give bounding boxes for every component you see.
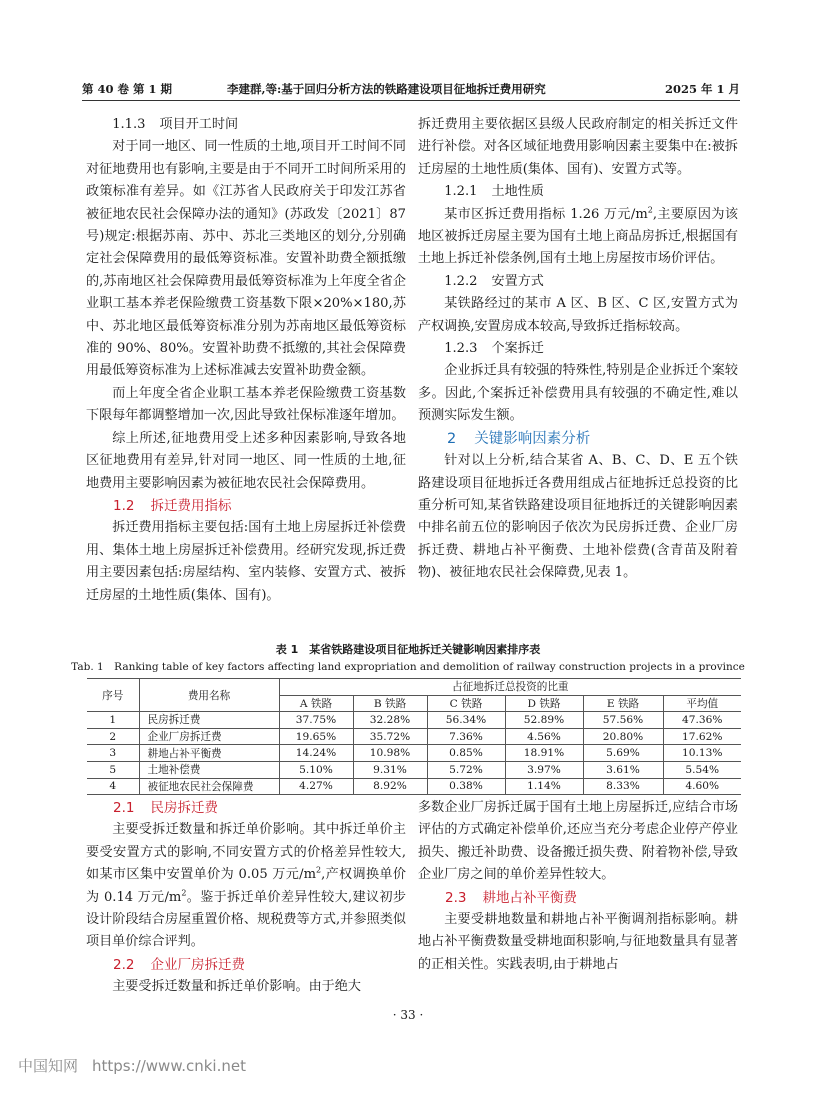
cell-value: 37.75%: [279, 712, 353, 729]
cell-no: 4: [87, 778, 139, 795]
heading-1-2-3: [418, 338, 738, 360]
cell-value: 8.33%: [583, 778, 663, 795]
watermark-url[interactable]: https://www.cnki.net: [92, 1057, 246, 1075]
cell-value: 3.97%: [505, 761, 583, 778]
right-column: [418, 114, 738, 585]
table-row: [87, 728, 741, 745]
page-number: · 33 ·: [392, 1008, 424, 1022]
paragraph: 拆迁费用主要依据区县级人民政府制定的相关拆迁文件进行补偿。对各区域征地费用影响因素主要集中在:被拆迁房屋的土地性质(集体、国有)、安置方式等。: [418, 117, 738, 177]
heading-1-2-2: [418, 271, 738, 293]
paragraph: 综上所述,征地费用受上述多种因素影响,导致各地区征地费用有差异,针对同一地区、同一性质的土地,征地费用主要影响因素为被征地农民社会保障费用。: [86, 430, 406, 491]
heading-1-2-1: [418, 181, 738, 203]
heading-title: 安置方式: [491, 273, 544, 289]
column-header-name: 费用名称: [139, 679, 279, 712]
paragraph: 而上年度全省企业职工基本养老保险缴费工资基数下限每年都调整增加一次,因此导致社保标准逐年增加。: [86, 385, 406, 424]
cnki-watermark: [18, 1055, 246, 1076]
heading-2-1: [86, 797, 406, 819]
heading-number: 2.1: [113, 800, 135, 816]
table-caption-zh: 表 1 某省铁路建设项目征地拆迁关键影响因素排序表: [275, 643, 541, 656]
heading-title: 关键影响因素分析: [474, 430, 591, 447]
heading-number: 1.2.2: [444, 273, 478, 289]
table-row: [87, 778, 741, 795]
heading-1-2: [86, 495, 406, 517]
cell-value: 3.61%: [583, 761, 663, 778]
paragraph: [86, 819, 406, 953]
table-caption-en: Tab. 1 Ranking table of key factors affecting land expropriation and demolition of railway construction projects in a province: [71, 661, 745, 673]
cell-value: 9.31%: [353, 761, 427, 778]
heading-title: 个案拆迁: [491, 341, 544, 357]
cell-value: 4.60%: [663, 778, 741, 795]
cell-name: 被征地农民社会保障费: [139, 778, 279, 795]
column-header-a: A 铁路: [279, 695, 353, 712]
cell-value: 14.24%: [279, 745, 353, 762]
cell-value: 10.98%: [353, 745, 427, 762]
cell-no: 2: [87, 728, 139, 745]
column-header-d: D 铁路: [505, 695, 583, 712]
heading-number: 2.3: [445, 889, 467, 906]
cell-value: 5.10%: [279, 761, 353, 778]
heading-1-1-3: [86, 114, 406, 136]
table-row: [87, 745, 741, 762]
cell-value: 10.13%: [663, 745, 741, 762]
table-row: [87, 712, 741, 729]
cell-value: 7.36%: [427, 728, 505, 745]
group-header: 占征地拆迁总投资的比重: [279, 679, 741, 696]
cell-name: 企业厂房拆迁费: [139, 728, 279, 745]
cell-value: 4.27%: [279, 778, 353, 795]
heading-title: 项目开工时间: [159, 117, 239, 132]
left-column: [86, 114, 406, 607]
paragraph: 主要受拆迁数量和拆迁单价影响。由于绝大: [112, 979, 361, 995]
volume-issue: 第 40 卷 第 1 期: [82, 82, 173, 96]
column-header-c: C 铁路: [427, 695, 505, 712]
cell-value: 19.65%: [279, 728, 353, 745]
text-run: ,产权调换单价为 0.14 万元/m: [86, 867, 406, 905]
cell-name: 民房拆迁费: [139, 712, 279, 729]
heading-title: 耕地占补平衡费: [482, 889, 577, 906]
table-row: [87, 761, 741, 778]
lower-right-column: [418, 797, 738, 976]
table-1: [87, 678, 741, 795]
lower-left-column: [86, 797, 406, 999]
cell-no: 3: [87, 745, 139, 762]
paragraph: 多数企业厂房拆迁属于国有土地上房屋拆迁,应结合市场评估的方式确定补偿单价,还应当充分考虑企业停产停业损失、搬迁补助费、设备搬迁损失费、附着物补偿,导致企业厂房之间的单价差异性较大。: [418, 800, 738, 883]
watermark-brand: 中国知网: [18, 1057, 79, 1075]
column-header-e: E 铁路: [583, 695, 663, 712]
paragraph: 主要受耕地数量和耕地占补平衡调剂指标影响。耕地占补平衡费数量受耕地面积影响,与征地数量具有显著的正相关性。实践表明,由于耕地占: [418, 912, 738, 972]
paragraph: 企业拆迁具有较强的特殊性,特别是企业拆迁个案较多。因此,个案拆迁补偿费用具有较强的不确定性,难以预测实际发生额。: [418, 363, 738, 424]
heading-2-3: [418, 887, 738, 909]
cell-value: 5.69%: [583, 745, 663, 762]
cell-value: 5.72%: [427, 761, 505, 778]
column-header-no: 序号: [87, 679, 139, 712]
heading-number: 1.2.3: [444, 341, 478, 357]
running-header: [82, 78, 740, 101]
superscript: 2: [181, 888, 187, 898]
cell-value: 0.38%: [427, 778, 505, 795]
cell-value: 32.28%: [353, 712, 427, 729]
cell-name: 耕地占补平衡费: [139, 745, 279, 762]
heading-2: [418, 428, 738, 450]
paragraph: 拆迁费用指标主要包括:国有土地上房屋拆迁补偿费用、集体土地上房屋拆迁补偿费用。经研究发现,拆迁费用主要因素包括:房屋结构、室内装修、安置方式、被拆迁房屋的土地性质(集体、国有)。: [86, 520, 406, 603]
running-title: 李建群,等:基于回归分析方法的铁路建设项目征地拆迁费用研究: [227, 82, 546, 96]
cell-value: 4.56%: [505, 728, 583, 745]
cell-value: 35.72%: [353, 728, 427, 745]
heading-title: 拆迁费用指标: [150, 497, 232, 514]
cell-no: 5: [87, 761, 139, 778]
cell-value: 8.92%: [353, 778, 427, 795]
cell-value: 20.80%: [583, 728, 663, 745]
paragraph: 对于同一地区、同一性质的土地,项目开工时间不同对征地费用也有影响,主要是由于不同开工时间所采用的政策标准有差异。如《江苏省人民政府关于印发江苏省被征地农民社会保障办法的通知》(苏政发〔2021〕87 号)规定:根据苏南、苏中、苏北三类地区的划分,分别确定社会保障费用的最低筹资标准。安置补助费全额抵缴的,苏南地区社会保障费用最低筹资标准为上年度全省企业职工基本养老保险缴费工资基数下限×20%×180,苏中、苏北地区最低筹资标准分别为苏南地区最低筹资标准的 90%、80%。安置补助费不抵缴的,其社会保障费用最低筹资标准为上述标准减去安置补助费金额。: [86, 139, 406, 379]
superscript: 2: [647, 205, 653, 215]
cell-value: 17.62%: [663, 728, 741, 745]
text-run: ,主要原因为该地区被拆迁房屋主要为国有土地上商品房拆迁,根据国有土地上拆迁补偿条例,国有土地上房屋按市场价评估。: [418, 206, 738, 267]
cell-value: 47.36%: [663, 712, 741, 729]
cell-value: 5.54%: [663, 761, 741, 778]
heading-title: 土地性质: [491, 184, 544, 200]
cell-value: 52.89%: [505, 712, 583, 729]
cell-value: 57.56%: [583, 712, 663, 729]
issue-date: 2025 年 1 月: [664, 82, 740, 96]
heading-number: 2.2: [113, 956, 135, 973]
heading-title: 企业厂房拆迁费: [150, 956, 245, 973]
heading-number: 1.2: [113, 497, 135, 514]
paragraph: 针对以上分析,结合某省 A、B、C、D、E 五个铁路建设项目征地拆迁各费用组成占征地拆迁总投资的比重分析可知,某省铁路建设项目征地拆迁的关键影响因素中排名前五位的影响因子依次为民房拆迁费、企业厂房拆迁费、耕地占补平衡费、土地补偿费(含青苗及附着物)、被征地农民社会保障费,见表 1。: [418, 453, 738, 581]
cell-value: 0.85%: [427, 745, 505, 762]
cell-name: 土地补偿费: [139, 761, 279, 778]
heading-title: 民房拆迁费: [150, 800, 218, 816]
text-run: 。鉴于拆迁单价差异性较大,建议初步设计阶段结合房屋重置价格、规税费等方式,并参照类似项目单价综合评判。: [86, 889, 406, 950]
paragraph: [418, 204, 738, 271]
cell-value: 1.14%: [505, 778, 583, 795]
cell-value: 56.34%: [427, 712, 505, 729]
superscript: 2: [315, 865, 322, 875]
cell-value: 18.91%: [505, 745, 583, 762]
column-header-average: 平均值: [663, 695, 741, 712]
heading-number: 1.2.1: [444, 184, 478, 200]
text-run: 某市区拆迁费用指标 1.26 万元/m: [444, 206, 648, 222]
paragraph: 某铁路经过的某市 A 区、B 区、C 区,安置方式为产权调换,安置房成本较高,导致拆迁指标较高。: [418, 296, 738, 334]
column-header-b: B 铁路: [353, 695, 427, 712]
heading-2-2: [86, 954, 406, 976]
heading-number: 1.1.3: [112, 117, 146, 132]
cell-no: 1: [87, 712, 139, 729]
text-run: 主要受拆迁数量和拆迁单价影响。其中拆迁单价主要受安置方式的影响,不同安置方式的价格差异性较大,如某市区集中安置单价为 0.05 万元/m: [86, 822, 406, 883]
heading-number: 2: [447, 430, 457, 447]
